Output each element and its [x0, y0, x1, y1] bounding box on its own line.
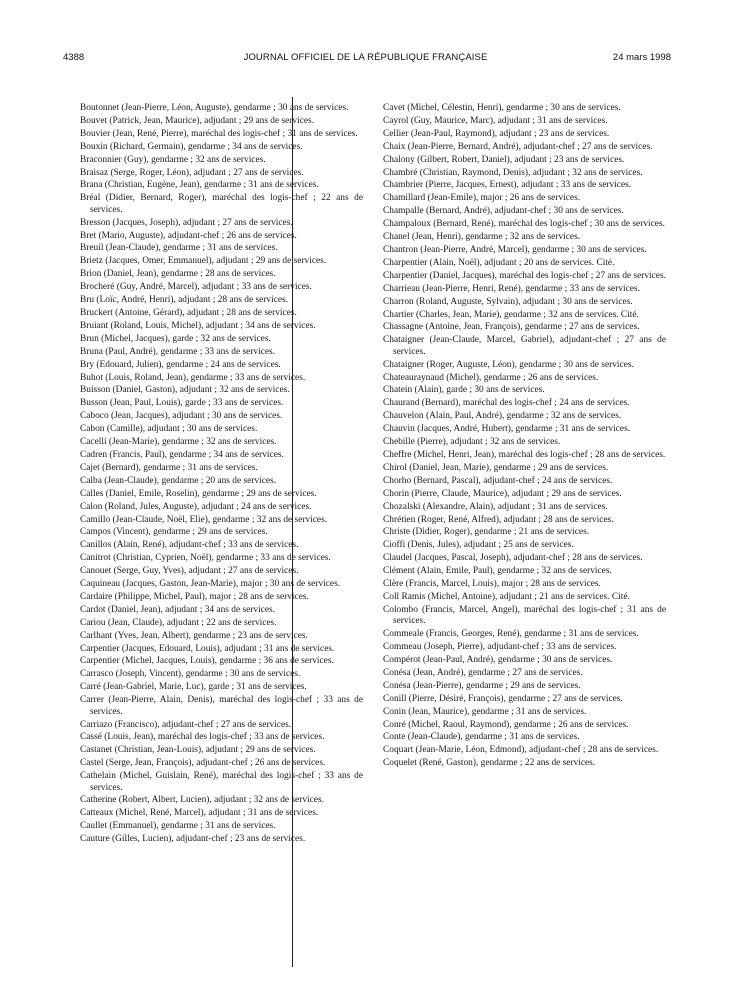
list-entry: Conin (Jean, Maurice), gendarme ; 31 ans de services.	[383, 706, 587, 717]
list-entry: Cardot (Daniel, Jean), adjudant ; 34 ans de services.	[80, 604, 275, 615]
list-entry: Cioffi (Denis, Jules), adjudant ; 25 ans de services.	[383, 540, 574, 551]
list-entry: Canillos (Alain, René), adjudant-chef ; 33 ans de services.	[80, 540, 299, 551]
list-entry: Conésa (Jean, André), gendarme ; 27 ans de services.	[383, 667, 583, 678]
list-entry: Commeau (Joseph, Pierre), adjudant-chef ; 33 ans de services.	[383, 642, 617, 653]
list-entry: Chebille (Pierre), adjudant ; 32 ans de services.	[383, 437, 561, 448]
list-entry: Bruckert (Antoine, Gérard), adjudant ; 28 ans de services.	[80, 308, 297, 318]
list-entry: Bréal (Didier, Bernard, Roger), maréchal des logis-chef ; 22 ans de services.	[80, 193, 363, 215]
list-entry: Clément (Alain, Emile, Paul), gendarme ; 32 ans de services.	[383, 566, 612, 577]
list-entry: Buhot (Louis, Roland, Jean), gendarme ; 33 ans de services.	[80, 372, 306, 383]
list-entry: Braisaz (Serge, Roger, Léon), adjudant ; 27 ans de services.	[80, 167, 304, 178]
list-entry: Buisson (Daniel, Gaston), adjudant ; 32 ans de services.	[80, 385, 290, 396]
list-entry: Chirol (Daniel, Jean, Marie), gendarme ; 29 ans de services.	[383, 462, 609, 473]
list-entry: Bouvier (Jean, René, Pierre), maréchal des logis-chef ; 31 ans de services.	[80, 128, 358, 139]
list-entry: Chaurand (Bernard), maréchal des logis-chef ; 24 ans de services.	[383, 398, 630, 409]
list-entry: Champalle (Bernard, André), adjudant-chef ; 30 ans de services.	[383, 206, 624, 217]
list-entry: Cacelli (Jean-Marie), gendarme ; 32 ans de services.	[80, 437, 277, 448]
page-header	[60, 52, 671, 68]
list-entry: Cariou (Jean, Claude), adjudant ; 22 ans de services.	[80, 617, 277, 628]
list-entry: Chanel (Jean, Henri), gendarme ; 32 ans de services.	[383, 232, 581, 243]
list-entry: Cauture (Gilles, Lucien), adjudant-chef ; 23 ans de services.	[80, 834, 306, 845]
list-entry: Chauvelon (Alain, Paul, André), gendarme ; 32 ans de services.	[383, 411, 622, 422]
list-entry: Bruna (Paul, André), gendarme ; 33 ans de services.	[80, 346, 275, 357]
list-entry: Chamillard (Jean-Emile), major ; 26 ans de services.	[383, 193, 581, 204]
list-entry: Calba (Jean-Claude), gendarme ; 20 ans de services.	[80, 475, 277, 486]
list-entry: Chassagne (Antoine, Jean, François), gendarme ; 27 ans de services.	[383, 322, 640, 333]
list-entry: Bru (Loïc, André, Henri), adjudant ; 28 ans de services.	[80, 295, 289, 306]
list-entry: Carrasco (Joseph, Vincent), gendarme ; 30 ans de services.	[80, 669, 301, 680]
list-entry: Chambré (Christian, Raymond, Denis), adjudant ; 32 ans de services.	[383, 167, 643, 178]
list-entry: Coquelet (René, Gaston), gendarme ; 22 ans de services.	[383, 758, 596, 769]
left-column	[80, 103, 363, 847]
list-entry: Catteaux (Michel, René, Marcel), adjudant ; 31 ans de services.	[80, 808, 319, 819]
list-entry: Brietz (Jacques, Omer, Emmanuel), adjudant ; 29 ans de services.	[80, 256, 327, 267]
list-entry: Calon (Roland, Jules, Auguste), adjudant ; 24 ans de services.	[80, 501, 312, 512]
list-entry: Commeale (Francis, Georges, René), gendarme ; 31 ans de services.	[383, 629, 639, 640]
list-entry: Cadren (Francis, Paul), gendarme ; 34 ans de services.	[80, 449, 284, 460]
journal-title: JOURNAL OFFICIEL DE LA RÉPUBLIQUE FRANÇAISE	[243, 52, 488, 63]
list-entry: Carré (Jean-Gabriel, Marie, Luc), garde ; 31 ans de services.	[80, 682, 307, 693]
list-entry: Caboco (Jean, Jacques), adjudant ; 30 ans de services.	[80, 411, 283, 422]
list-entry: Canitrot (Christian, Cyprien, Noël), gendarme ; 33 ans de services.	[80, 553, 331, 564]
publication-date: 24 mars 1998	[612, 52, 671, 63]
list-entry: Christe (Didier, Roger), gendarme ; 21 ans de services.	[383, 527, 590, 538]
list-entry: Chateauraynaud (Michel), gendarme ; 26 ans de services.	[383, 372, 599, 383]
list-entry: Champaloux (Bernard, René), maréchal des logis-chef ; 30 ans de services.	[383, 219, 665, 230]
list-entry: Claudel (Jacques, Pascal, Joseph), adjudant-chef ; 28 ans de services.	[383, 553, 643, 564]
list-entry: Brion (Daniel, Jean), gendarme ; 28 ans de services.	[80, 269, 276, 280]
list-entry: Bresson (Jacques, Joseph), adjudant ; 27 ans de services.	[80, 217, 293, 228]
list-entry: Canouet (Serge, Guy, Yves), adjudant ; 27 ans de services.	[80, 566, 299, 577]
list-entry: Brocheré (Guy, André, Marcel), adjudant ; 33 ans de services.	[80, 282, 312, 293]
list-entry: Chataigner (Jean-Claude, Marcel, Gabriel), adjudant-chef ; 27 ans de services.	[383, 335, 666, 357]
list-entry: Charpentier (Alain, Noël), adjudant ; 20 ans de services. Cité.	[383, 257, 615, 268]
list-entry: Bouxin (Richard, Germain), gendarme ; 34 ans de services.	[80, 141, 303, 152]
list-entry: Chozalski (Alexandre, Alain), adjudant ; 31 ans de services.	[383, 501, 608, 512]
document-body	[80, 103, 668, 963]
list-entry: Caquineau (Jacques, Gaston, Jean-Marie), major ; 30 ans de services.	[80, 579, 341, 590]
list-entry: Campos (Vincent), gendarme ; 29 ans de services.	[80, 527, 268, 538]
list-entry: Clère (Francis, Marcel, Louis), major ; 28 ans de services.	[383, 579, 601, 590]
list-entry: Chaix (Jean-Pierre, Bernard, André), adjudant-chef ; 27 ans de services.	[383, 141, 653, 152]
list-entry: Cavet (Michel, Célestin, Henri), gendarme ; 30 ans de services.	[383, 103, 621, 113]
list-entry: Cheffre (Michel, Henri, Jean), maréchal des logis-chef ; 28 ans de services.	[383, 449, 666, 460]
list-entry: Colombo (Francis, Marcel, Angel), maréchal des logis-chef ; 31 ans de services.	[383, 604, 666, 627]
list-entry: Chambrier (Pierre, Jacques, Ernest), adjudant ; 33 ans de services.	[383, 180, 632, 191]
list-entry: Brana (Christian, Eugène, Jean), gendarme ; 31 ans de services.	[80, 180, 319, 191]
list-entry: Catherine (Robert, Albert, Lucien), adjudant ; 32 ans de services.	[80, 795, 324, 806]
list-entry: Brun (Michel, Jacques), garde ; 32 ans de services.	[80, 333, 271, 344]
list-entry: Chantron (Jean-Pierre, André, Marcel), gendarme ; 30 ans de services.	[383, 244, 647, 255]
list-entry: Chauvin (Jacques, André, Hubert), gendarme ; 31 ans de services.	[383, 424, 631, 435]
list-entry: Coll Ramis (Michel, Antoine), adjudant ; 21 ans de services. Cité.	[383, 591, 630, 602]
list-entry: Calles (Daniel, Emile, Roselin), gendarme ; 29 ans de services.	[80, 488, 317, 499]
list-entry: Chrétien (Roger, René, Alfred), adjudant ; 28 ans de services.	[383, 514, 614, 525]
list-entry: Carpentier (Jacques, Edouard, Louis), adjudant ; 31 ans de services.	[80, 643, 335, 654]
list-entry: Coquart (Jean-Marie, Léon, Edmond), adjudant-chef ; 28 ans de services.	[383, 745, 659, 756]
list-entry: Carrer (Jean-Pierre, Alain, Denis), maréchal des logis-chef ; 33 ans de services.	[80, 695, 363, 717]
list-entry: Boutonnet (Jean-Pierre, Léon, Auguste), gendarme ; 30 ans de services.	[80, 103, 349, 113]
list-entry: Chorho (Bernard, Pascal), adjudant-chef ; 24 ans de services.	[383, 475, 613, 486]
list-entry: Bret (Mario, Auguste), adjudant-chef ; 26 ans de services.	[80, 230, 297, 241]
list-entry: Camillo (Jean-Claude, Noël, Elie), gendarme ; 32 ans de services.	[80, 514, 328, 525]
list-entry: Chartier (Charles, Jean, Marie), gendarme ; 32 ans de services. Cité.	[383, 309, 639, 320]
list-entry: Chalony (Gilbert, Robert, Daniel), adjudant ; 23 ans de services.	[383, 154, 625, 165]
list-entry: Charpentier (Daniel, Jacques), maréchal des logis-chef ; 27 ans de services.	[383, 270, 666, 281]
list-entry: Chorin (Pierre, Claude, Maurice), adjudant ; 29 ans de services.	[383, 488, 622, 499]
list-entry: Bry (Edouard, Julien), gendarme ; 24 ans de services.	[80, 359, 281, 370]
list-entry: Busson (Jean, Paul, Louis), garde ; 33 ans de services.	[80, 398, 284, 409]
list-entry: Carriazo (Francisco), adjudant-chef ; 27 ans de services.	[80, 719, 292, 730]
list-entry: Castanet (Christian, Jean-Louis), adjudant ; 29 ans de services.	[80, 745, 316, 756]
list-entry: Chatein (Alain), garde ; 30 ans de services.	[383, 385, 545, 396]
list-entry: Cassé (Louis, Jean), maréchal des logis-chef ; 33 ans de services.	[80, 732, 325, 743]
list-entry: Bouvet (Patrick, Jean, Maurice), adjudant ; 29 ans de services.	[80, 115, 315, 126]
list-entry: Cathelain (Michel, Guislain, René), maréchal des logis-chef ; 33 ans de services.	[80, 771, 363, 793]
list-entry: Cellier (Jean-Paul, Raymond), adjudant ; 23 ans de services.	[383, 128, 610, 139]
list-entry: Braconnier (Guy), gendarme ; 32 ans de services.	[80, 154, 266, 165]
right-column	[383, 103, 666, 771]
page-number: 4388	[63, 52, 85, 63]
list-entry: Conré (Michel, Raoul, Raymond), gendarme ; 26 ans de services.	[383, 719, 629, 730]
list-entry: Breuil (Jean-Claude), gendarme ; 31 ans de services.	[80, 243, 278, 254]
list-entry: Cayrol (Guy, Maurice, Marc), adjudant ; 31 ans de services.	[383, 115, 608, 126]
list-entry: Charron (Roland, Auguste, Sylvain), adjudant ; 30 ans de services.	[383, 296, 633, 307]
list-entry: Bruiant (Roland, Louis, Michel), adjudant ; 34 ans de services.	[80, 320, 316, 331]
list-entry: Caullet (Emmanuel), gendarme ; 31 ans de services.	[80, 821, 276, 832]
list-entry: Castel (Serge, Jean, François), adjudant-chef ; 26 ans de services.	[80, 758, 326, 769]
list-entry: Carlhant (Yves, Jean, Albert), gendarme ; 23 ans de services.	[80, 630, 308, 641]
list-entry: Conill (Pierre, Désiré, François), gendarme ; 27 ans de services.	[383, 693, 623, 704]
list-entry: Conte (Jean-Claude), gendarme ; 31 ans de services.	[383, 732, 580, 743]
list-entry: Conésa (Jean-Pierre), gendarme ; 29 ans de services.	[383, 680, 581, 691]
list-entry: Carpentier (Michel, Jacques, Louis), gendarme ; 36 ans de services.	[80, 656, 334, 667]
list-entry: Cardaire (Philippe, Michel, Paul), major ; 28 ans de services.	[80, 591, 309, 602]
list-entry: Chataigner (Roger, Auguste, Léon), gendarme ; 30 ans de services.	[383, 359, 634, 370]
list-entry: Cabon (Camille), adjudant ; 30 ans de services.	[80, 424, 258, 435]
list-entry: Compérot (Jean-Paul, André), gendarme ; 30 ans de services.	[383, 654, 613, 665]
list-entry: Cajet (Bernard), gendarme ; 31 ans de services.	[80, 462, 258, 473]
list-entry: Charrieau (Jean-Pierre, Henri, René), gendarme ; 33 ans de services.	[383, 283, 640, 294]
